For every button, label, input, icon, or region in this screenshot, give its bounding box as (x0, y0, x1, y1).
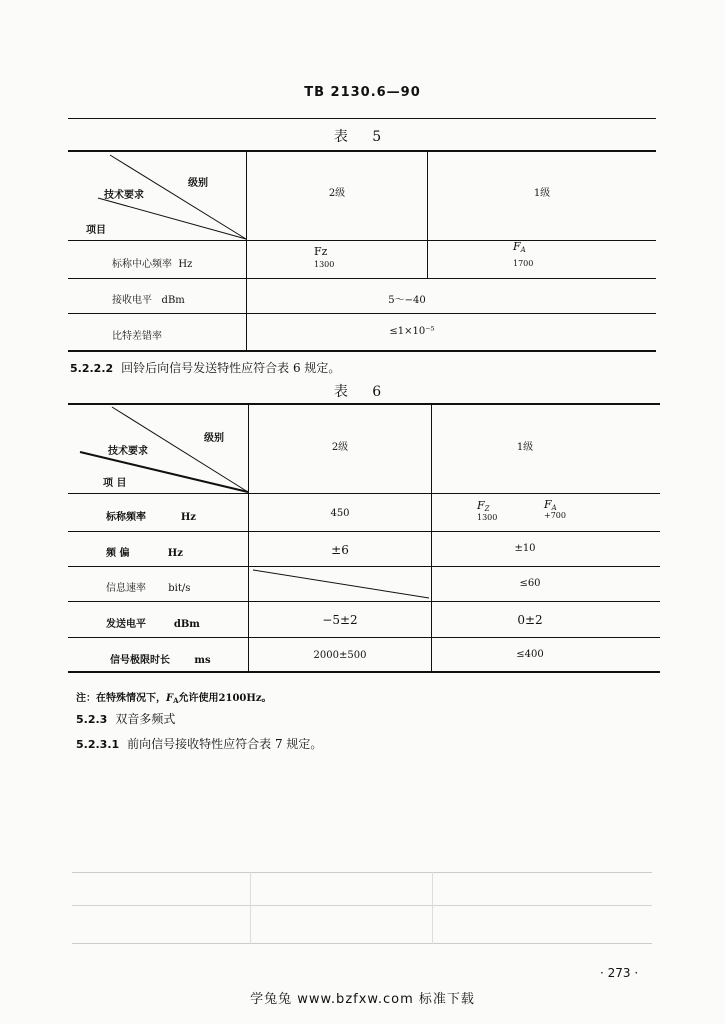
clause-5-2-3-1: 5.2.3.1 前向信号接收特性应符合表 7 规定。 (76, 737, 323, 751)
table6-row-nominal-frequency: 标称频率 Hz (106, 512, 196, 523)
clause-5-2-3: 5.2.3 双音多频式 (76, 712, 176, 726)
table6-information-rate-g2-dash (249, 566, 431, 602)
table6-transmit-level-g2: −5±2 (322, 613, 358, 627)
standard-header: TB 2130.6—90 (304, 85, 421, 100)
table6-fa-symbol: $F_A$ (544, 498, 557, 512)
table5-grade2-header: 2级 (328, 188, 346, 199)
table6-fa-value: +700 (544, 511, 566, 520)
table6-fz-symbol: $F_Z$ (477, 499, 490, 513)
table6-corner-grade: 级别 (204, 433, 224, 444)
table5-grade1-header: 1级 (533, 188, 551, 199)
header-rule (68, 118, 656, 119)
table6-duration-g2: 2000±500 (313, 650, 367, 661)
table6-row-frequency-deviation: 频 偏 Hz (106, 548, 183, 559)
clause-5-2-2-2: 5.2.2.2 回铃后向信号发送特性应符合表 6 规定。 (70, 361, 341, 375)
table5-row-bit-error-rate: 比特差错率 (112, 331, 162, 342)
table6-note: 注：在特殊情况下，$F_A$允许使用2100Hz。 (76, 693, 272, 705)
table6-nominal-frequency-g2: 450 (330, 508, 350, 519)
table5-fz-value: 1300 (314, 260, 335, 269)
table6-row-information-rate: 信息速率 bit/s (106, 583, 191, 594)
table5-row-receive-level: 接收电平 dBm (112, 295, 185, 306)
table6-caption: 表 6 (333, 384, 392, 400)
page-number: · 273 · (600, 966, 639, 980)
table5-receive-level-value: 5～−40 (388, 295, 426, 306)
table5-fa-symbol: $F_A$ (513, 240, 526, 254)
table6-row-transmit-level: 发送电平 dBm (106, 619, 200, 630)
table5-corner-item: 项目 (86, 225, 106, 236)
table5-row-center-frequency: 标称中心频率 Hz (112, 259, 193, 270)
table6-corner-item: 项 目 (103, 478, 127, 489)
table6-corner-requirement: 技术要求 (108, 446, 148, 457)
table6-grade2-header: 2级 (331, 442, 349, 453)
table6-information-rate-g1: ≤60 (519, 578, 541, 589)
table6-deviation-g2: ±6 (331, 543, 349, 557)
table6-fz-value: 1300 (477, 513, 498, 522)
footer-watermark: 学兔兔 www.bzfxw.com 标准下载 (250, 992, 475, 1007)
table6-grade1-header: 1级 (516, 442, 534, 453)
table6-row-signal-limit-duration: 信号极限时长 ms (110, 655, 211, 666)
table5-caption: 表 5 (333, 129, 392, 145)
table5-bit-error-value: ≤1×10⁻⁵ (389, 326, 435, 337)
table6-duration-g1: ≤400 (516, 649, 544, 660)
table6-transmit-level-g1: 0±2 (517, 613, 543, 627)
table6-deviation-g1: ±10 (514, 543, 536, 554)
table5-fa-value: 1700 (513, 259, 534, 268)
table5-fz-symbol: Fz (314, 245, 328, 258)
table5-corner-requirement: 技术要求 (104, 190, 144, 201)
table5-corner-grade: 级别 (188, 178, 208, 189)
table6-corner-diagonals (68, 403, 250, 495)
